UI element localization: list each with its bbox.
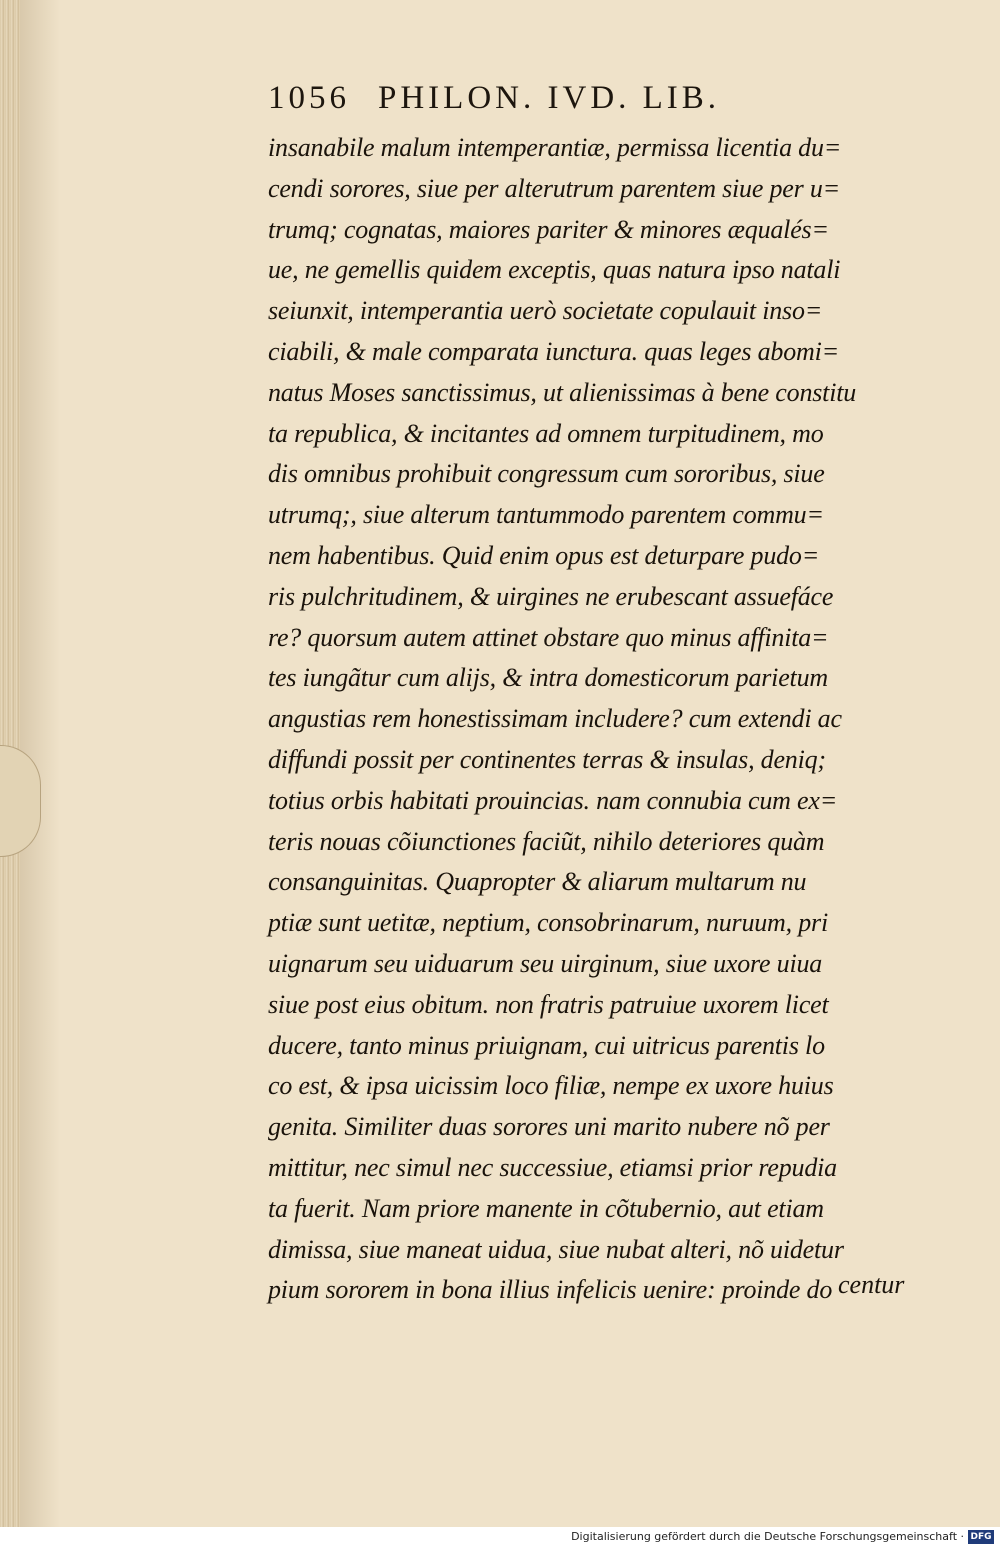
text-line: utrumq;, siue alterum tantummodo parentem commu= bbox=[268, 500, 824, 530]
catchword: centur bbox=[838, 1270, 905, 1299]
footer-credit: Digitalisierung gefördert durch die Deutsche Forschungsgemeinschaft · bbox=[571, 1530, 964, 1543]
text-line: co est, & ipsa uicissim loco filiæ, nempe ex uxore huius bbox=[268, 1071, 834, 1101]
text-line: diffundi possit per continentes terras & insulas, deniq; bbox=[268, 744, 826, 774]
text-line: angustias rem honestissimam includere? cum extendi ac bbox=[268, 704, 842, 734]
text-line: natus Moses sanctissimus, ut alienissimas à bene constitu bbox=[268, 377, 857, 407]
text-line: ta fuerit. Nam priore manente in cõtubernio, aut etiam bbox=[268, 1193, 824, 1223]
text-line: ris pulchritudinem, & uirgines ne erubescant assuefáce bbox=[268, 581, 834, 611]
text-line: re? quorsum autem attinet obstare quo minus affinita= bbox=[268, 622, 829, 652]
running-title: PHILON. IVD. LIB. bbox=[378, 80, 721, 116]
digitization-footer bbox=[0, 1527, 1000, 1548]
page-number: 1056 bbox=[268, 80, 350, 116]
body-text bbox=[268, 128, 928, 1311]
text-line: nem habentibus. Quid enim opus est deturpare pudo= bbox=[268, 540, 820, 570]
text-line: totius orbis habitati prouincias. nam connubia cum ex= bbox=[268, 785, 838, 815]
dfg-logo: DFG bbox=[968, 1530, 994, 1544]
text-line: genita. Similiter duas sorores uni marito nubere nõ per bbox=[268, 1112, 830, 1142]
text-line: uignarum seu uiduarum seu uirginum, siue uxore uiua bbox=[268, 948, 823, 978]
text-line: mittitur, nec simul nec successiue, etiamsi prior repudia bbox=[268, 1152, 837, 1182]
text-line: ducere, tanto minus priuignam, cui uitricus parentis lo bbox=[268, 1030, 825, 1060]
text-line: siue post eius obitum. non fratris patruiue uxorem licet bbox=[268, 989, 829, 1019]
text-line: dimissa, siue maneat uidua, siue nubat alteri, nõ uidetur bbox=[268, 1234, 844, 1264]
running-head bbox=[268, 80, 828, 125]
text-line: dis omnibus prohibuit congressum cum sororibus, siue bbox=[268, 459, 825, 489]
text-line: teris nouas cõiunctiones faciũt, nihilo deteriores quàm bbox=[268, 826, 825, 856]
text-line: ptiæ sunt uetitæ, neptium, consobrinarum, nuruum, pri bbox=[268, 908, 828, 938]
text-line: ciabili, & male comparata iunctura. quas leges abomi= bbox=[268, 336, 839, 366]
text-line: trumq; cognatas, maiores pariter & minores æqualés= bbox=[268, 214, 829, 244]
text-line: tes iungãtur cum alijs, & intra domesticorum parietum bbox=[268, 663, 828, 693]
text-line: consanguinitas. Quapropter & aliarum multarum nu bbox=[268, 867, 807, 897]
text-line: cendi sorores, siue per alterutrum parentem siue per u= bbox=[268, 173, 840, 203]
text-line: seiunxit, intemperantia uerò societate copulauit inso= bbox=[268, 296, 823, 326]
text-line: ue, ne gemellis quidem exceptis, quas natura ipso natali bbox=[268, 255, 841, 285]
text-line: insanabile malum intemperantiæ, permissa licentia du= bbox=[268, 133, 842, 162]
text-line: ta republica, & incitantes ad omnem turpitudinem, mo bbox=[268, 418, 824, 448]
text-line: pium sororem in bona illius infelicis uenire: proinde do bbox=[268, 1275, 833, 1305]
